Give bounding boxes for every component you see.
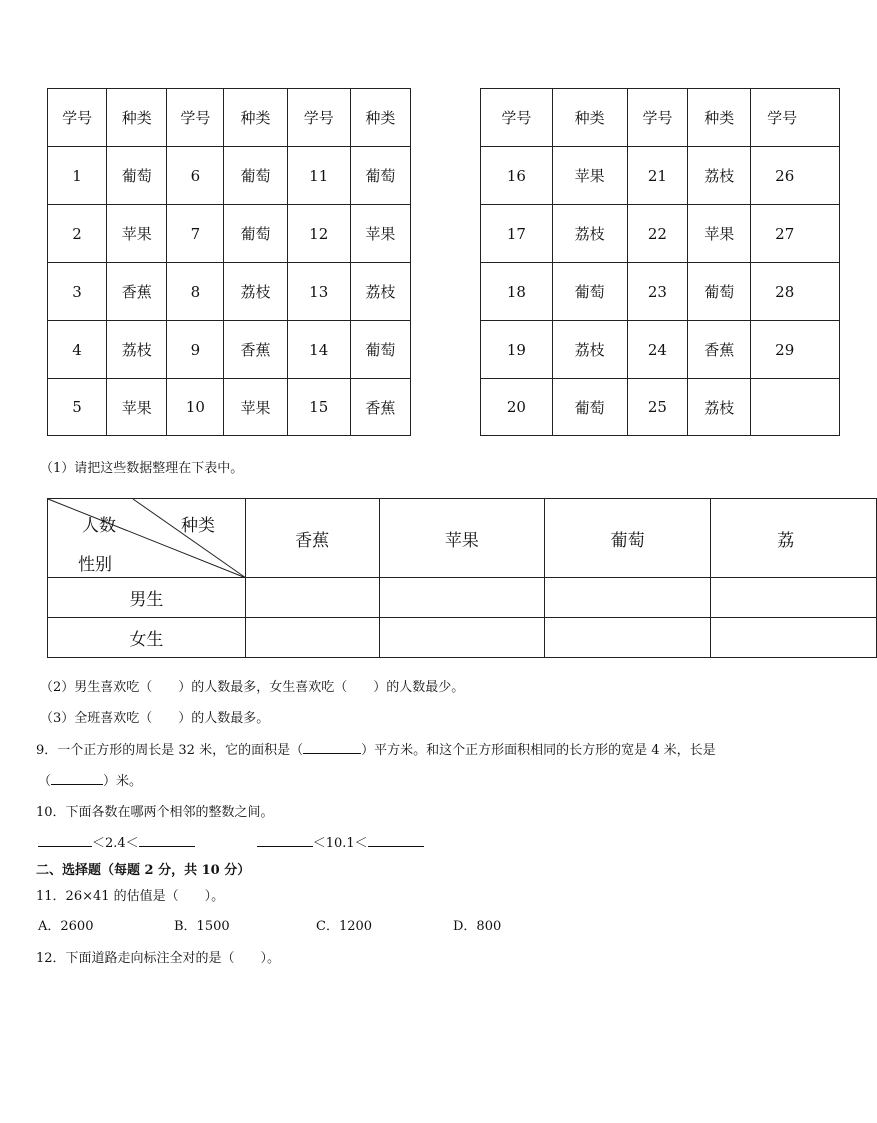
question-9-line-2	[38, 770, 142, 789]
table-row	[481, 205, 840, 263]
table-cell: 11	[287, 147, 350, 205]
table-cell: 22	[627, 205, 688, 263]
answer-blank[interactable]	[51, 772, 103, 785]
inequality-b: ＜10.1＜	[312, 836, 368, 851]
table-cell: 葡萄	[688, 263, 751, 321]
header-cell: 种类	[224, 89, 287, 147]
header-cell: 种类	[688, 89, 751, 147]
answer-cell[interactable]	[711, 578, 877, 618]
table-cell: 17	[481, 205, 553, 263]
table-cell: 18	[481, 263, 553, 321]
diagonal-header-cell	[48, 499, 246, 578]
table-cell: 2	[48, 205, 107, 263]
table-cell: 荔枝	[107, 321, 167, 379]
table-row	[48, 379, 411, 436]
table-row	[481, 147, 840, 205]
table-cell: 6	[167, 147, 224, 205]
answer-blank[interactable]	[139, 834, 195, 847]
table-cell: 27	[751, 205, 840, 263]
header-cell: 种类	[350, 89, 410, 147]
answer-blank[interactable]	[38, 834, 92, 847]
table-cell: 荔枝	[688, 147, 751, 205]
answer-blank[interactable]	[303, 741, 361, 754]
option-c[interactable]: C．1200	[316, 919, 373, 934]
option-a[interactable]: A．2600	[38, 919, 94, 934]
table-row	[48, 321, 411, 379]
header-cell: 学号	[481, 89, 553, 147]
table-cell: 荔枝	[688, 379, 751, 436]
question-1: （1）请把这些数据整理在下表中。	[40, 461, 244, 476]
row-header: 男生	[48, 578, 246, 618]
table-cell: 苹果	[350, 205, 410, 263]
record-table-right	[480, 88, 840, 436]
table-cell: 29	[751, 321, 840, 379]
record-table-left	[47, 88, 411, 436]
question-9-unit: ）米。	[103, 774, 143, 789]
table-cell: 19	[481, 321, 553, 379]
table-cell: 苹果	[107, 205, 167, 263]
table-cell: 葡萄	[107, 147, 167, 205]
table-cell: 葡萄	[224, 147, 287, 205]
table-cell: 16	[481, 147, 553, 205]
table-cell: 21	[627, 147, 688, 205]
option-b[interactable]: B．1500	[174, 919, 230, 934]
question-9-text-b: ）平方米。和这个正方形面积相同的长方形的宽是 4 米，长是	[361, 743, 716, 758]
table-cell: 香蕉	[224, 321, 287, 379]
question-2: （2）男生喜欢吃（ ）的人数最多，女生喜欢吃（ ）的人数最少。	[40, 680, 465, 695]
table-cell: 24	[627, 321, 688, 379]
table-cell: 15	[287, 379, 350, 436]
header-cell: 学号	[48, 89, 107, 147]
table-cell: 荔枝	[350, 263, 410, 321]
table-cell: 荔枝	[552, 321, 627, 379]
table-row	[48, 205, 411, 263]
table-cell: 荔枝	[224, 263, 287, 321]
table-cell: 25	[627, 379, 688, 436]
table-cell: 香蕉	[350, 379, 410, 436]
table-cell: 5	[48, 379, 107, 436]
answer-cell[interactable]	[545, 618, 711, 658]
table-cell: 13	[287, 263, 350, 321]
table-cell: 9	[167, 321, 224, 379]
answer-cell[interactable]	[545, 578, 711, 618]
question-10: 10．下面各数在哪两个相邻的整数之间。	[36, 805, 274, 820]
table-cell: 苹果	[224, 379, 287, 436]
header-cell: 学号	[167, 89, 224, 147]
table-cell: 8	[167, 263, 224, 321]
answer-blank[interactable]	[257, 834, 313, 847]
table-cell: 20	[481, 379, 553, 436]
question-12: 12．下面道路走向标注全对的是（ ）。	[36, 951, 281, 966]
table-header-row	[48, 89, 411, 147]
answer-cell[interactable]	[711, 618, 877, 658]
table-cell: 12	[287, 205, 350, 263]
table-cell: 苹果	[688, 205, 751, 263]
question-10-blanks	[38, 832, 424, 851]
corner-label-type: 种类	[181, 516, 215, 536]
table-cell: 23	[627, 263, 688, 321]
inequality-a: ＜2.4＜	[92, 836, 139, 851]
table-row	[48, 147, 411, 205]
table-cell: 葡萄	[552, 263, 627, 321]
table-cell: 葡萄	[350, 147, 410, 205]
record-table-right-viewport	[480, 86, 798, 438]
question-9-line-1	[36, 739, 716, 758]
table-cell: 26	[751, 147, 840, 205]
table-cell: 7	[167, 205, 224, 263]
header-cell: 学号	[751, 89, 840, 147]
corner-label-count: 人数	[82, 516, 116, 536]
column-header: 葡萄	[545, 499, 711, 578]
question-3: （3）全班喜欢吃（ ）的人数最多。	[40, 711, 270, 726]
section-heading: 二、选择题（每题 2 分，共 10 分）	[36, 863, 251, 878]
table-cell: 葡萄	[350, 321, 410, 379]
table-cell: 1	[48, 147, 107, 205]
header-cell: 种类	[552, 89, 627, 147]
header-cell: 学号	[627, 89, 688, 147]
table-row	[481, 263, 840, 321]
corner-label-gender: 性别	[78, 555, 112, 575]
table-cell: 3	[48, 263, 107, 321]
table-cell: 香蕉	[688, 321, 751, 379]
table-cell: 葡萄	[224, 205, 287, 263]
column-header: 苹果	[379, 499, 545, 578]
question-11: 11．26×41 的估值是（ ）。	[36, 889, 225, 904]
answer-cell[interactable]	[379, 578, 545, 618]
table-cell: 4	[48, 321, 107, 379]
header-cell: 学号	[287, 89, 350, 147]
table-row	[48, 263, 411, 321]
answer-cell[interactable]	[379, 618, 545, 658]
table-cell: 苹果	[107, 379, 167, 436]
summary-table	[47, 498, 877, 658]
table-cell: 荔枝	[552, 205, 627, 263]
answer-cell[interactable]	[245, 618, 379, 658]
column-header: 香蕉	[245, 499, 379, 578]
table-cell: 香蕉	[107, 263, 167, 321]
answer-blank[interactable]	[368, 834, 424, 847]
table-cell: 10	[167, 379, 224, 436]
column-header: 荔	[711, 499, 877, 578]
table-cell: 葡萄	[552, 379, 627, 436]
question-9-text-a: 9．一个正方形的周长是 32 米，它的面积是（	[36, 743, 304, 758]
answer-cell[interactable]	[245, 578, 379, 618]
option-d[interactable]: D．800	[453, 919, 502, 934]
table-row	[481, 321, 840, 379]
paren-open: （	[38, 774, 52, 789]
table-cell: 苹果	[552, 147, 627, 205]
table-cell: 28	[751, 263, 840, 321]
row-header: 女生	[48, 618, 246, 658]
table-header-row	[481, 89, 840, 147]
table-row	[481, 379, 840, 436]
table-cell: 14	[287, 321, 350, 379]
header-cell: 种类	[107, 89, 167, 147]
summary-table-viewport	[46, 497, 794, 659]
table-cell	[751, 379, 840, 436]
